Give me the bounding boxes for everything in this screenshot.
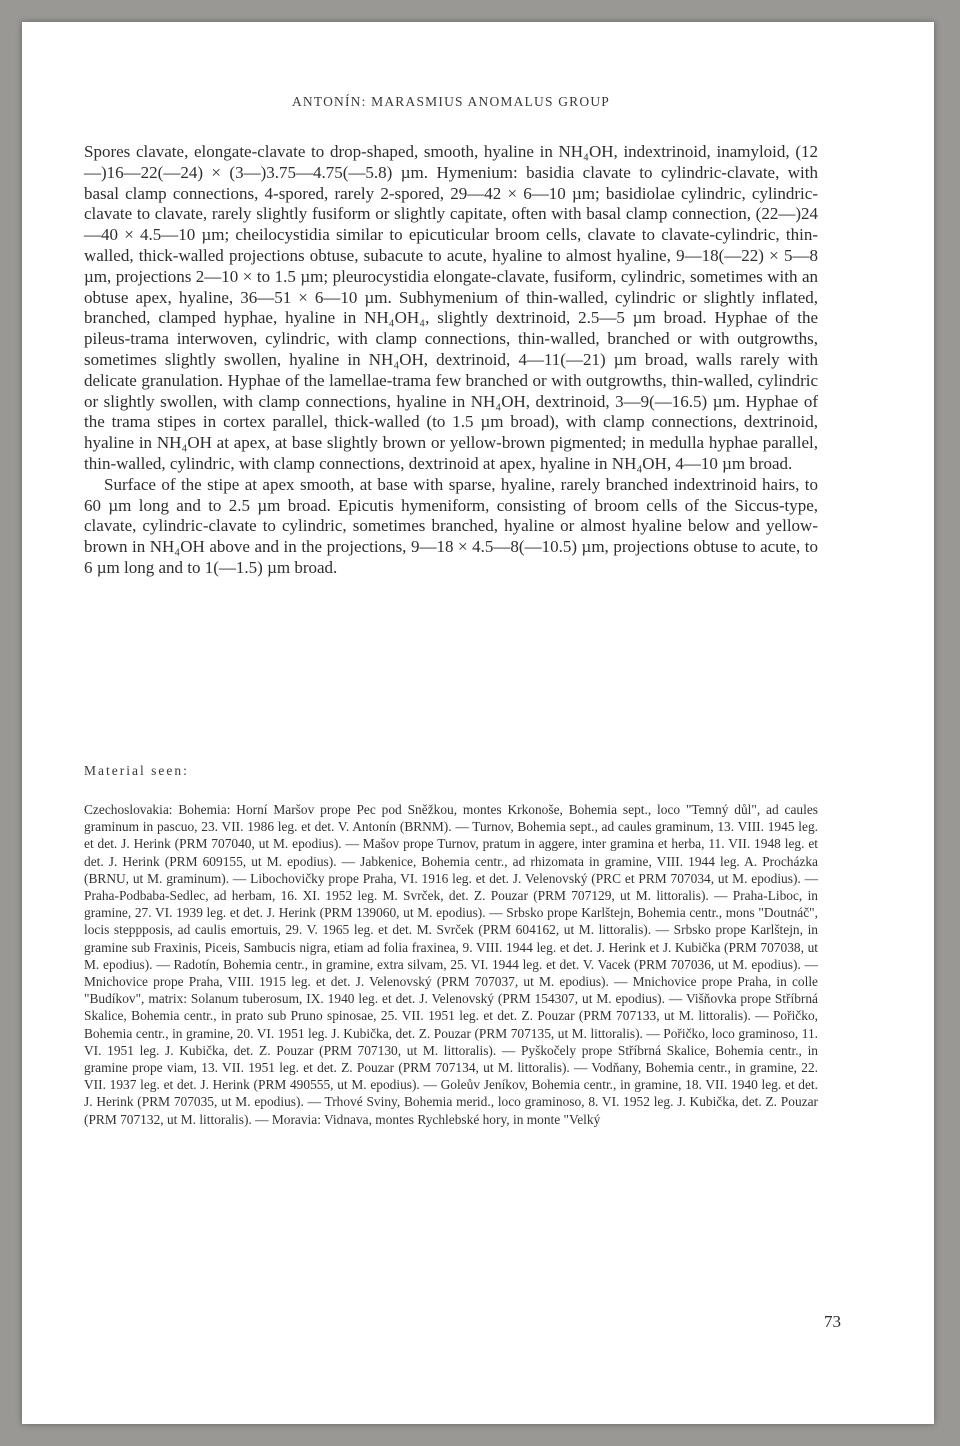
microscopy-paragraph: Spores clavate, elongate-clavate to drop-shaped, smooth, hyaline in NH₄OH, indextrinoid, inamyloid, (12—)16—22(—24) × (3—)3.75—4.75(—5.8) µm. Hymenium: basidia clavate to cylindric-clavate, with basal clamp connections, 4-spored, rarely 2-spored, 29—42 × 6—10 µm; basidiolae cylindric, cylindric-clavate to clavate, rarely slightly fusiform or slightly capitate, often with basal clamp connection, (22—)24—40 × 4.5—10 µm; cheilocystidia similar to epicuticular broom cells, clavate to clavate-cylindric, thin-walled, thick-walled projections obtuse, subacute to acute, hyaline to almost hyaline, 9—18(—22) × 5—8 µm, projections 2—10 × to 1.5 µm; pleurocystidia elongate-clavate, fusiform, cylindric, sometimes with an obtuse apex, hyaline, 36—51 × 6—10 µm. Subhymenium of thin-walled, cylindric or slightly inflated, branched, clamped hyphae, hyaline in NH₄OH₄, slightly dextrinoid, 2.5—5 µm broad. Hyphae of the pileus-trama interwoven, cylindric, with clamp connections, thin-walled, branched or with outgrowths, sometimes slightly swollen, hyaline in NH₄OH, dextrinoid, 4—11(—21) µm broad, walls rarely with delicate granulation. Hyphae of the lamellae-trama few branched or with outgrowths, thin-walled, cylindric or slightly swollen, with clamp connections, hyaline in NH₄OH, dextrinoid, 3—9(—16.5) µm. Hyphae of the trama stipes in cortex parallel, thick-walled (to 1.5 µm broad), with clamp connections, dextrinoid, hyaline in NH₄OH at apex, at base slightly brown or yellow-brown pigmented; in medulla hyphae parallel, thin-walled, cylindric, with clamp connections, dextrinoid at apex, hyaline in NH₄OH, 4—10 µm broad. [84, 142, 818, 473]
running-header: ANTONÍN: MARASMIUS ANOMALUS GROUP [291, 94, 610, 109]
material-seen-list [84, 801, 818, 1128]
description-body [84, 142, 818, 579]
specimen-records: Czechoslovakia: Bohemia: Horní Maršov prope Pec pod Sněžkou, montes Krkonoše, Bohemia sept., loco "Temný důl", ad caules graminum in pascuo, 23. VII. 1986 leg. et det. V. Antonín (BRNM). — Turnov, Bohemia sept., ad caules graminum, 13. VIII. 1945 leg. et det. J. Herink (PRM 707040, ut M. epodius). — Mašov prope Turnov, pratum in aggere, inter gramina et herba, 11. VII. 1948 leg. et det. J. Herink (PRM 609155, ut M. epodius). — Jabkenice, Bohemia centr., ad rhizomata in gramine, VIII. 1944 leg. A. Procházka (BRNU, ut M. graminum). — Libochovičky prope Praha, VI. 1916 leg. et det. J. Velenovský (PRC et PRM 707034, ut M. epodius). — Praha-Podbaba-Sedlec, ad herbam, 16. XI. 1952 leg. M. Svrček, det. Z. Pouzar (PRM 707129, ut M. littoralis). — Praha-Liboc, in gramine, 27. VI. 1939 leg. et det. J. Herink (PRM 139060, ut M. epodius). — Srbsko prope Karlštejn, Bohemia centr., mons "Doutnáč", locis steppposis, ad caulis emortuis, 29. V. 1965 leg. et det. M. Svrček (PRM 604162, ut M. littoralis). — Srbsko prope Karlštejn, in gramine sub Fraxinis, Piceis, Sambucis nigra, etiam ad folia fraxinea, 9. VIII. 1944 leg. et det. J. Herink et J. Kubička (PRM 707038, ut M. epodius). — Radotín, Bohemia centr., in gramine, extra silvam, 25. VI. 1944 leg. et det. V. Vacek (PRM 707036, ut M. epodius). — Mnichovice prope Praha, VIII. 1915 leg. et det. J. Velenovský (PRM 707037, ut M. epodius). — Mnichovice prope Praha, in colle "Budíkov", matrix: Solanum tuberosum, IX. 1940 leg. et det. J. Velenovský (PRM 154307, ut M. epodius). — Višňovka prope Stříbrná Skalice, Bohemia centr., in prato sub Pruno spinosae, 25. VII. 1951 leg. et det. Z. Pouzar (PRM 707133, ut M. littoralis). — Pořičko, Bohemia centr., in gramine, 20. VI. 1951 leg. J. Kubička, det. Z. Pouzar (PRM 707135, ut M. littoralis). — Pořičko, loco graminoso, 11. VI. 1951 leg. J. Kubička, det. Z. Pouzar (PRM 707130, ut M. littoralis). — Pyškočely prope Stříbrná Skalice, Bohemia centr., in gramine prope viam, 13. VII. 1951 leg. et det. Z. Pouzar (PRM 707134, ut M. littoralis). — Vodňany, Bohemia centr., in gramine, 22. VII. 1937 leg. et det. J. Herink (PRM 490555, ut M. epodius). — Goleův Jeníkov, Bohemia centr., in gramine, 18. VII. 1940 leg. et det. J. Herink (PRM 707035, ut M. epodius). — Trhové Sviny, Bohemia merid., loco graminoso, 8. VI. 1952 leg. J. Kubička, det. Z. Pouzar (PRM 707132, ut M. littoralis). — Moravia: Vidnava, montes Rychlebské hory, in monte "Velký [84, 802, 818, 1127]
journal-page [22, 22, 934, 1424]
stipe-surface-paragraph: Surface of the stipe at apex smooth, at base with sparse, hyaline, rarely branched indextrinoid hairs, to 60 µm long and to 2.5 µm broad. Epicutis hymeniform, consisting of broom cells of the Siccus-type, clavate, cylindric-clavate to cylindric, sometimes branched, hyaline or almost hyaline below and yellow-brown in NH₄OH above and in the projections, 9—18 × 4.5—8(—10.5) µm, projections obtuse to acute, to 6 µm long and to 1(—1.5) µm broad. [84, 474, 818, 577]
page-number: 73 [824, 1312, 841, 1331]
material-seen-heading: Material seen: [84, 763, 189, 778]
